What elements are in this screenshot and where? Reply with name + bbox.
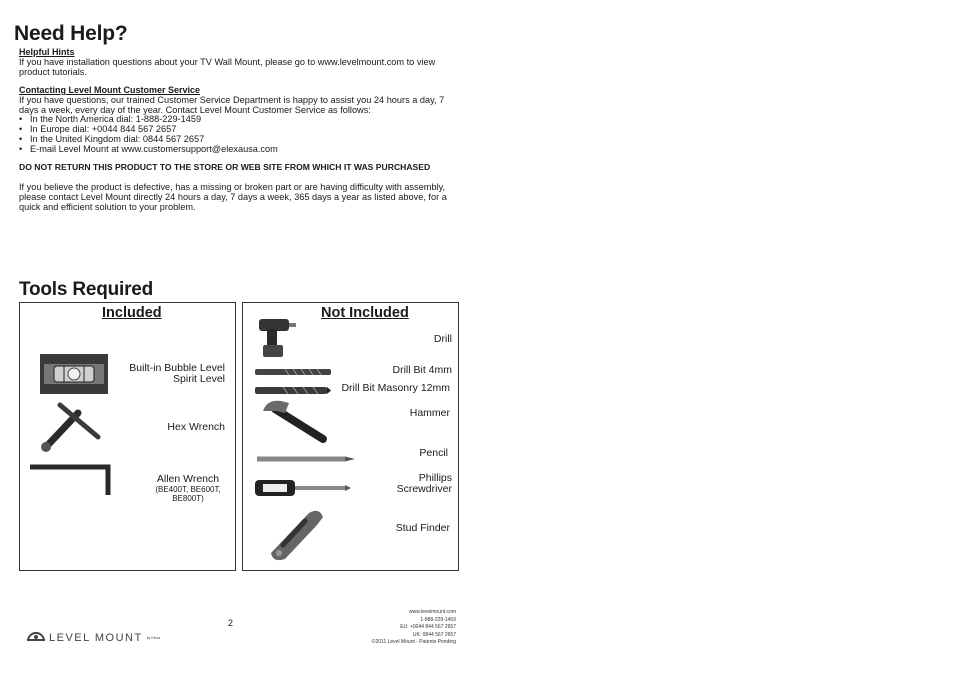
contact-uk: • In the United Kingdom dial: 0844 567 2657 <box>19 134 465 144</box>
tools-required-title: Tools Required <box>19 279 154 300</box>
not-included-box <box>242 302 459 571</box>
masonry-bit-label: Drill Bit Masonry 12mm <box>341 382 450 394</box>
brand-name: LEVEL MOUNT <box>49 632 143 644</box>
warning-heading: DO NOT RETURN THIS PRODUCT TO THE STORE OR WEB SITE FROM WHICH IT WAS PURCHASED <box>19 162 431 172</box>
drill-bit-icon <box>255 363 331 381</box>
pencil-icon <box>257 450 355 468</box>
footer-contact <box>360 609 456 647</box>
helpful-hints-text: If you have installation questions about your TV Wall Mount, please go to www.levelmount.com to view product tutorials. <box>19 57 436 77</box>
contact-list <box>19 114 465 154</box>
hex-wrench-label: Hex Wrench <box>167 421 225 433</box>
pencil-label: Pencil <box>419 447 448 459</box>
helpful-hints-heading: Helpful Hints <box>19 47 75 57</box>
bubble-level-icon <box>40 354 108 399</box>
warning-text: If you believe the product is defective, has a missing or broken part or are having difficulty with assembly, please contact Level Mount directly 24 hours a day, 7 days a week, 365 days a year as listed above, for a quick and efficient solution to your problem. <box>19 182 447 212</box>
allen-wrench-name: Allen Wrench <box>156 473 220 485</box>
allen-wrench-label <box>150 474 226 503</box>
hammer-icon <box>261 397 329 450</box>
bubble-level-label: Built-in Bubble Level Spirit Level <box>129 362 225 385</box>
drill-icon <box>257 315 297 364</box>
need-help-title: Need Help? <box>14 22 128 45</box>
contact-text: If you have questions, our trained Customer Service Department is happy to assist you 24 hours a day, 7 days a week, every day of the year. Contact Level Mount Customer Service as follows: <box>19 95 445 115</box>
allen-wrench-icon <box>28 461 118 506</box>
drill-bit-label: Drill Bit 4mm <box>392 364 452 376</box>
brand-by: by Elexa <box>146 636 161 640</box>
footer-phone-na: 1-888-229-1459 <box>420 616 456 623</box>
screwdriver-icon <box>255 478 351 503</box>
footer-copyright: ©2011 Level Mount - Patents Pending <box>371 639 456 645</box>
contact-eu: • In Europe dial: +0044 844 567 2657 <box>19 124 465 134</box>
contact-na: • In the North America dial: 1-888-229-1459 <box>19 114 465 124</box>
screwdriver-label: Phillips Screwdriver <box>396 472 452 495</box>
contact-email: • E-mail Level Mount at www.customersupport@elexausa.com <box>19 144 465 154</box>
level-mount-logo <box>27 629 160 647</box>
not-included-title: Not Included <box>321 305 409 321</box>
footer-phone-eu: EU: +0044 844 567 2657 <box>400 624 456 630</box>
included-box <box>19 302 236 571</box>
contact-heading: Contacting Level Mount Customer Service <box>19 85 201 95</box>
stud-finder-label: Stud Finder <box>395 522 450 534</box>
drill-label: Drill <box>433 333 452 345</box>
footer-phone-uk: UK: 0844 567 2657 <box>412 631 456 638</box>
level-mount-logo-icon <box>27 629 45 647</box>
hex-wrench-icon <box>38 401 106 462</box>
included-title: Included <box>102 305 162 321</box>
allen-wrench-models: (BE400T, BE600T, BE800T) <box>155 485 221 503</box>
page-number: 2 <box>228 618 234 628</box>
hammer-label: Hammer <box>409 407 450 419</box>
stud-finder-icon <box>265 507 327 566</box>
footer-website: www.levelmount.com <box>409 609 456 615</box>
